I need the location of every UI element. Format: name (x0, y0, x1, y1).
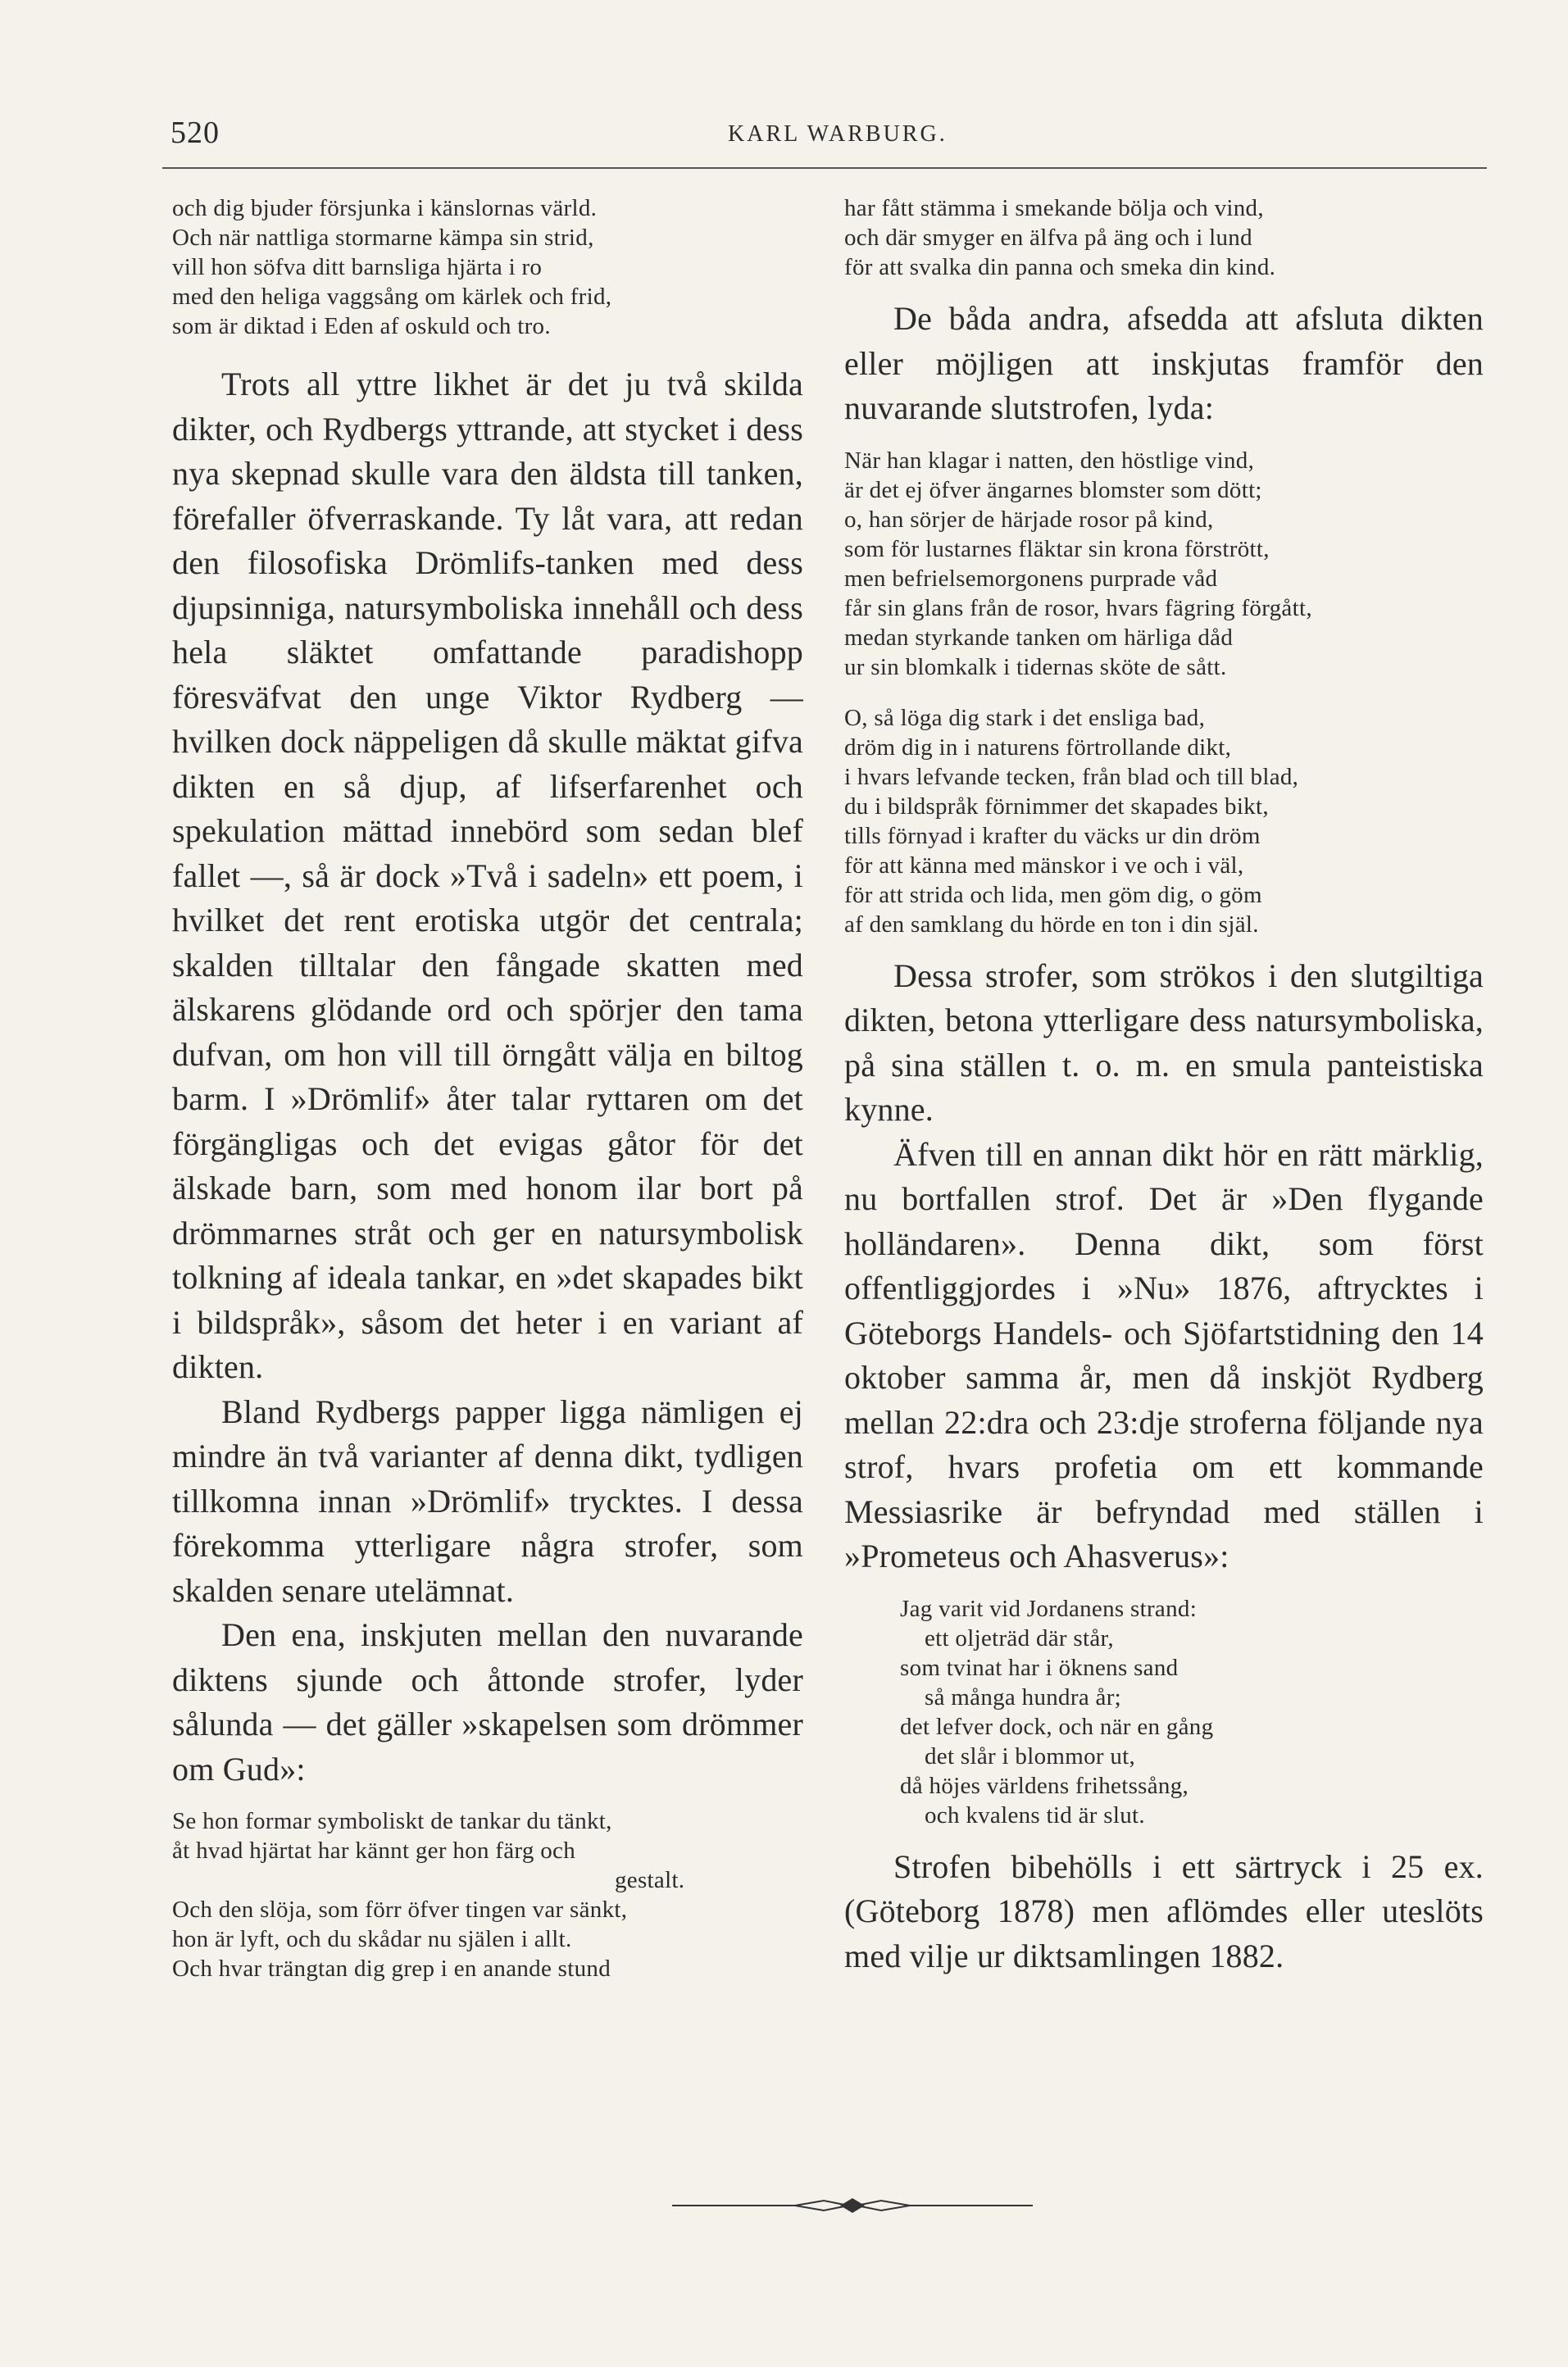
verse-line: som tvinat har i öknens sand (900, 1654, 1179, 1681)
verse-line: så många hundra år; (925, 1683, 1122, 1711)
verse-line: Jag varit vid Jordanens strand: (900, 1595, 1198, 1622)
verse-line: åt hvad hjärtat har kännt ger hon färg och (172, 1838, 575, 1864)
paragraph-text: Äfven till en annan dikt hör en rätt märklig, nu bortfallen strof. Det är »Den flygande holländaren». Denna dikt, som först offentliggjordes i »Nu» 1876, aftrycktes i Göteborgs Handels- och Sjöfartstidning den 14 oktober samma år, men då inskjöt Rydberg mellan 22:dra och 23:dje stroferna följande nya strof, hvars profetia om ett kommande Messiasrike är befryndad med ställen i »Prometeus och Ahasverus»: (844, 1135, 1484, 1574)
left-verse-bottom (172, 1806, 803, 1983)
ornament-divider (672, 2192, 1033, 2217)
verse-line: medan styrkande tanken om härliga dåd (844, 624, 1234, 651)
verse-line: Och hvar trängtan dig grep i en anande stund (172, 1956, 611, 1982)
stanza-3 (844, 1594, 1484, 1830)
page-number: 520 (170, 116, 220, 150)
verse-line: Se hon formar symboliskt de tankar du tänkt, (172, 1808, 612, 1834)
right-paragraph-2 (844, 954, 1484, 1133)
paragraph-text: Trots all yttre likhet är det ju två skilda dikter, och Rydbergs yttrande, att stycket i dess nya skepnad skulle vara den äldsta till tanken, förefaller öfverraskande. Ty låt vara, att redan den filosofiska Drömlifs-tanken med dess djupsinniga, natursymboliska innehåll och dess hela släktet omfattande paradishopp föresväfvat den unge Viktor Rydberg — hvilken dock näppeligen då skulle mäktat gifva dikten en så djup, af lifserfarenhet och spekulation mättad innebörd som sedan blef fallet —, så är dock »Två i sadeln» ett poem, i hvilket det rent erotiska utgör det centrala; skalden tilltalar den fångade skatten med älskarens glödande ord och spörjer den tama dufvan, om hon vill till örngått välja en biltog barm. I »Drömlif» åter talar ryttaren om det förgängligas och det evigas gåtor för det älskade barn, som med honom ilar bort på drömmarnes stråt och ger en natursymbolisk tolkning af ideala tankar, en »det skapades bikt i bildspråk», såsom det heter i en variant af dikten. (172, 366, 803, 1385)
header-rule (162, 167, 1487, 169)
left-paragraph-3 (172, 1613, 803, 1792)
verse-line: då höjes världens frihetssång, (900, 1772, 1189, 1799)
verse-line: och kvalens tid är slut. (925, 1801, 1145, 1829)
verse-line: som för lustarnes fläktar sin krona förstrött, (844, 535, 1270, 562)
verse-line: vill hon söfva ditt barnsliga hjärta i ro (172, 254, 543, 280)
verse-line: ett oljeträd där står, (925, 1624, 1114, 1651)
running-head (162, 111, 1400, 161)
verse-line: i hvars lefvande tecken, från blad och till blad, (844, 763, 1299, 790)
verse-line: af den samklang du hörde en ton i din själ. (844, 911, 1259, 938)
stanza-1 (844, 446, 1484, 682)
verse-line: ur sin blomkalk i tidernas sköte de sått. (844, 653, 1227, 680)
verse-line: Och den slöja, som förr öfver tingen var sänkt, (172, 1897, 628, 1923)
verse-line: gestalt. (615, 1867, 685, 1893)
verse-line: hon är lyft, och du skådar nu själen i allt. (172, 1926, 572, 1952)
verse-line: och dig bjuder försjunka i känslornas värld. (172, 195, 598, 221)
verse-line: är det ej öfver ängarnes blomster som dött; (844, 476, 1262, 503)
paragraph-text: Bland Rydbergs papper ligga nämligen ej mindre än två varianter af denna dikt, tydligen tillkomna innan »Drömlif» trycktes. I dessa förekomma ytterligare några strofer, som skalden senare utelämnat. (172, 1392, 803, 1609)
right-verse-top (844, 193, 1484, 282)
paragraph-text: Den ena, inskjuten mellan den nuvarande diktens sjunde och åttonde strofer, lyder sålunda — det gäller »skapelsen som drömmer om Gud»: (172, 1616, 803, 1788)
verse-line: som är diktad i Eden af oskuld och tro. (172, 313, 551, 339)
right-paragraph-3 (844, 1133, 1484, 1579)
verse-line: för att strida och lida, men göm dig, o göm (844, 881, 1262, 908)
verse-line: När han klagar i natten, den höstlige vind, (844, 447, 1255, 474)
right-paragraph-4 (844, 1845, 1484, 1979)
verse-line: o, han sörjer de härjade rosor på kind, (844, 506, 1214, 533)
left-verse-top (172, 193, 803, 341)
verse-line: med den heliga vaggsång om kärlek och frid, (172, 284, 612, 310)
verse-line: O, så löga dig stark i det ensliga bad, (844, 704, 1206, 731)
stanza-2 (844, 703, 1484, 939)
verse-line: det slår i blommor ut, (925, 1742, 1136, 1770)
verse-line: har fått stämma i smekande bölja och vind, (844, 195, 1264, 221)
verse-line: dröm dig in i naturens förtrollande dikt, (844, 734, 1232, 761)
right-paragraph-1 (844, 297, 1484, 431)
verse-line: du i bildspråk förnimmer det skapades bikt, (844, 793, 1269, 820)
right-column (844, 193, 1484, 1979)
paragraph-text: Dessa strofer, som strökos i den slutgiltiga dikten, betona ytterligare dess natursymboliska, på sina ställen t. o. m. en smula panteistiska kynne. (844, 956, 1484, 1128)
paragraph-text: Strofen bibehölls i ett särtryck i 25 ex. (Göteborg 1878) men aflömdes eller uteslöts med vilje ur diktsamlingen 1882. (844, 1847, 1484, 1974)
paragraph-text: De båda andra, afsedda att afsluta dikten eller möjligen att inskjutas framför den nuvarande slutstrofen, lyda: (844, 300, 1484, 426)
left-paragraph-1 (172, 362, 803, 1390)
verse-line: och där smyger en älfva på äng och i lund (844, 225, 1252, 251)
verse-line: tills förnyad i krafter du väcks ur din dröm (844, 822, 1261, 849)
left-column (172, 193, 803, 1983)
verse-line: men befrielsemorgonens purprade våd (844, 565, 1218, 592)
verse-line: för att känna med mänskor i ve och i väl, (844, 852, 1244, 879)
verse-line: Och när nattliga stormarne kämpa sin strid, (172, 225, 594, 251)
running-title: KARL WARBURG. (728, 121, 948, 147)
left-paragraph-2 (172, 1390, 803, 1614)
verse-line: får sin glans från de rosor, hvars fägring förgått, (844, 594, 1312, 621)
verse-line: det lefver dock, och när en gång (900, 1713, 1214, 1740)
verse-line: för att svalka din panna och smeka din kind. (844, 254, 1276, 280)
